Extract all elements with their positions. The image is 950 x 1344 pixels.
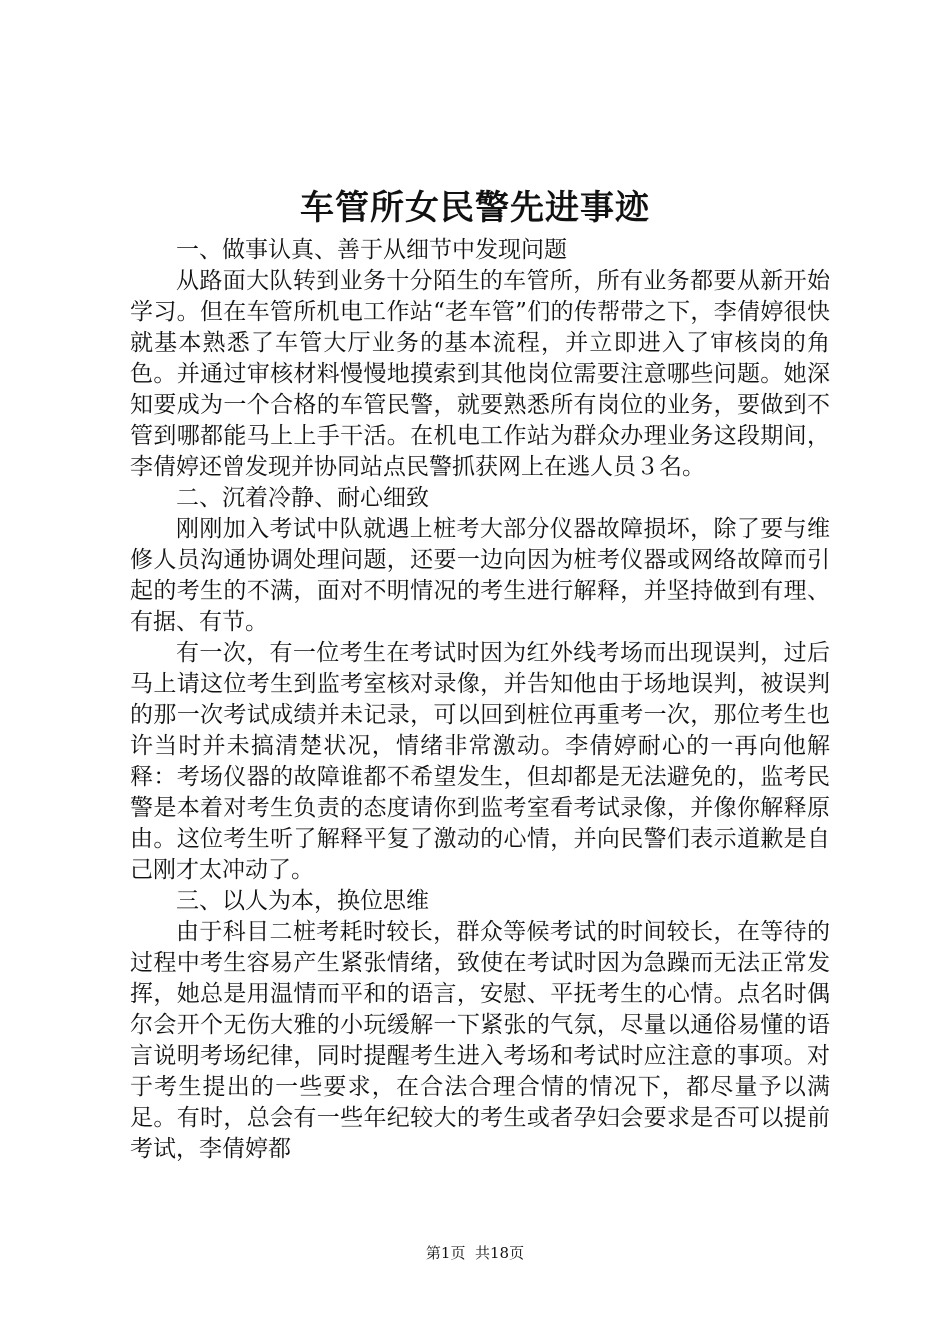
section-heading-2: 二、沉着冷静、耐心细致	[176, 485, 429, 511]
section-heading-3: 三、以人为本，换位思维	[176, 888, 429, 914]
page-number: 第1页	[425, 1244, 466, 1262]
section-heading-1: 一、做事认真、善于从细节中发现问题	[176, 237, 567, 263]
paragraph: 从路面大队转到业务十分陌生的车管所，所有业务都要从新开始学习。但在车管所机电工作站“老车管”们的传帮带之下，李倩婷很快就基本熟悉了车管大厅业务的基本流程，并立即进入了审核岗的角色。并通过审核材料慢慢地摸索到其他岗位需要注意哪些问题。她深知要成为一个合格的车管民警，就要熟悉所有岗位的业务，要做到不管到哪都能马上上手干活。在机电工作站为群众办理业务这段期间，李倩婷还曾发现并协同站点民警抓获网上在逃人员３名。	[130, 268, 830, 480]
paragraph: 有一次，有一位考生在考试时因为红外线考场而出现误判，过后马上请这位考生到监考室核对录像，并告知他由于场地误判，被误判的那一次考试成绩并未记录，可以回到桩位再重考一次，那位考生也许当时并未搞清楚状况，情绪非常激动。李倩婷耐心的一再向他解释：考场仪器的故障谁都不希望发生，但却都是无法避免的，监考民警是本着对考生负责的态度请你到监考室看考试录像，并像你解释原由。这位考生听了解释平复了激动的心情，并向民警们表示道歉是自己刚才太冲动了。	[130, 640, 830, 883]
document-body	[130, 235, 830, 1165]
page-footer	[0, 1243, 950, 1263]
document-title: 车管所女民警先进事迹	[300, 188, 650, 228]
footer-spacer	[465, 1244, 475, 1262]
paragraph: 由于科目二桩考耗时较长，群众等候考试的时间较长，在等待的过程中考生容易产生紧张情绪，致使在考试时因为急躁而无法正常发挥，她总是用温情而平和的语言，安慰、平抚考生的心情。点名时偶尔会开个无伤大雅的小玩缓解一下紧张的气氛，尽量以通俗易懂的语言说明考场纪律，同时提醒考生进入考场和考试时应注意的事项。对于考生提出的一些要求，在合法合理合情的情况下，都尽量予以满足。有时，总会有一些年纪较大的考生或者孕妇会要求是否可以提前考试，李倩婷都	[130, 919, 830, 1162]
paragraph: 刚刚加入考试中队就遇上桩考大部分仪器故障损坏，除了要与维修人员沟通协调处理问题，还要一边向因为桩考仪器或网络故障而引起的考生的不满，面对不明情况的考生进行解释，并坚持做到有理、有据、有节。	[130, 516, 830, 635]
page-total: 共18页	[475, 1244, 525, 1262]
